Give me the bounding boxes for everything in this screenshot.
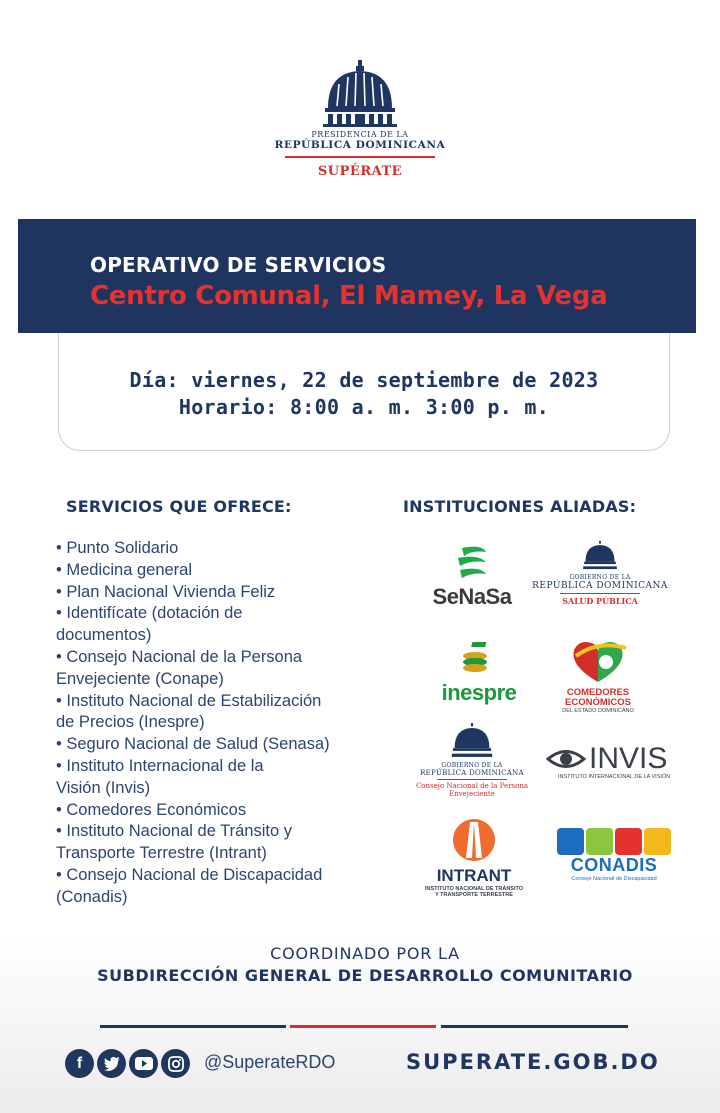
- list-item: • Comedores Económicos: [56, 800, 247, 819]
- intrant-logo: [418, 818, 530, 898]
- conape-line3: Consejo Nacional de la Persona: [415, 782, 529, 790]
- list-item: (Conadis): [56, 887, 128, 906]
- instagram-icon[interactable]: [161, 1049, 190, 1078]
- twitter-icon[interactable]: [97, 1049, 126, 1078]
- senasa-label: SeNaSa: [432, 584, 512, 609]
- wheelchair-icon: [557, 828, 584, 855]
- list-item: • Medicina general: [56, 560, 193, 579]
- logo-rule: [285, 156, 435, 158]
- invis-label: INVIS: [589, 742, 668, 775]
- list-item: Envejeciente (Conape): [56, 669, 224, 688]
- salud-line1: GOBIERNO DE LA: [569, 574, 631, 581]
- list-item: • Instituto Nacional de Tránsito y: [56, 822, 292, 841]
- list-item: • Seguro Nacional de Salud (Senasa): [56, 735, 330, 754]
- logo-line2: REPÚBLICA DOMINICANA: [274, 139, 446, 151]
- services-list: [56, 538, 386, 909]
- comedores-line3: DEL ESTADO DOMINICANO: [562, 708, 634, 714]
- services-heading: SERVICIOS QUE OFRECE:: [66, 497, 292, 516]
- list-item: de Precios (Inespre): [56, 713, 205, 732]
- list-item: Transporte Terrestre (Intrant): [56, 844, 267, 863]
- comedores-line2: ECONÓMICOS: [565, 697, 631, 708]
- eye-icon: [546, 744, 586, 774]
- salud-line2: REPÚBLICA DOMINICANA: [532, 581, 668, 591]
- conadis-subtitle: Consejo Nacional de Discapacidad: [571, 876, 657, 882]
- dome-icon: [323, 58, 397, 128]
- facebook-icon[interactable]: f: [65, 1049, 94, 1078]
- coordination-line2: SUBDIRECCIÓN GENERAL DE DESARROLLO COMUNITARIO: [97, 966, 633, 985]
- list-item: • Instituto Nacional de Estabilización: [56, 691, 322, 710]
- comedores-heart-icon: [566, 636, 630, 684]
- invis-logo: [546, 744, 690, 780]
- schedule-box: [58, 333, 670, 451]
- list-item: documentos): [56, 626, 152, 645]
- banner-title: Centro Comunal, El Mamey, La Vega: [90, 281, 608, 311]
- intrant-label: INTRANT: [436, 866, 512, 885]
- conape-logo: [414, 722, 530, 798]
- inespre-stack-icon: [459, 640, 499, 676]
- list-item: • Identifícate (dotación de: [56, 604, 243, 623]
- dome-icon: [583, 540, 617, 570]
- title-banner: [18, 219, 696, 333]
- comedores-line1: COMEDORES: [566, 687, 630, 698]
- comedores-logo: [548, 636, 648, 714]
- senasa-swoosh-icon: [452, 544, 492, 580]
- conadis-icons: [552, 828, 676, 855]
- intrant-sub1: INSTITUTO NACIONAL DE TRÁNSITO: [424, 886, 524, 892]
- presidencia-logo: [250, 58, 470, 188]
- inespre-label: inespre: [441, 680, 517, 705]
- social-handle-link[interactable]: @SuperateRDO: [204, 1052, 336, 1072]
- intrant-sub2: Y TRANSPORTE TERRESTRE: [435, 892, 513, 898]
- allies-heading: INSTITUCIONES ALIADAS:: [403, 497, 637, 516]
- schedule-hours: Horario: 8:00 a. m. 3:00 p. m.: [178, 395, 550, 419]
- footer-rule-right: [441, 1025, 628, 1028]
- conape-line4: Envejeciente: [449, 790, 495, 798]
- hearing-icon: [586, 828, 613, 855]
- conadis-label: CONADIS: [570, 855, 658, 875]
- list-item: • Plan Nacional Vivienda Feliz: [56, 582, 276, 601]
- list-item: • Punto Solidario: [56, 539, 179, 557]
- list-item: • Consejo Nacional de la Persona: [56, 647, 303, 666]
- logo-subtitle: SUPÉRATE: [317, 164, 403, 179]
- list-item: • Instituto Internacional de la: [56, 756, 264, 775]
- inespre-logo: [424, 640, 534, 706]
- intrant-road-icon: [452, 818, 496, 862]
- logo-line1: PRESIDENCIA DE LA: [311, 130, 409, 139]
- website-link[interactable]: SUPERATE.GOB.DO: [406, 1050, 660, 1074]
- blind-icon: [615, 828, 642, 855]
- senasa-logo: [422, 544, 522, 610]
- coordination-line1: COORDINADO POR LA: [270, 944, 460, 963]
- schedule-day: Día: viernes, 22 de septiembre de 2023: [129, 368, 599, 392]
- conape-line2: REPÚBLICA DOMINICANA: [420, 769, 524, 777]
- dome-icon: [451, 722, 493, 758]
- youtube-icon[interactable]: [129, 1049, 158, 1078]
- footer-rule-left: [100, 1025, 286, 1028]
- salud-line3: SALUD PÚBLICA: [562, 596, 638, 606]
- intellectual-icon: [644, 828, 671, 855]
- conape-line1: GOBIERNO DE LA: [441, 762, 503, 769]
- social-icons: [65, 1049, 190, 1078]
- invis-subtitle: INSTITUTO INTERNACIONAL DE LA VISIÓN: [558, 774, 671, 780]
- salud-publica-logo: [528, 540, 672, 606]
- list-item: Visión (Invis): [56, 778, 151, 797]
- banner-kicker: OPERATIVO DE SERVICIOS: [90, 253, 387, 277]
- list-item: • Consejo Nacional de Discapacidad: [56, 865, 323, 884]
- footer-rule-center: [290, 1025, 436, 1028]
- conadis-logo: [552, 828, 676, 882]
